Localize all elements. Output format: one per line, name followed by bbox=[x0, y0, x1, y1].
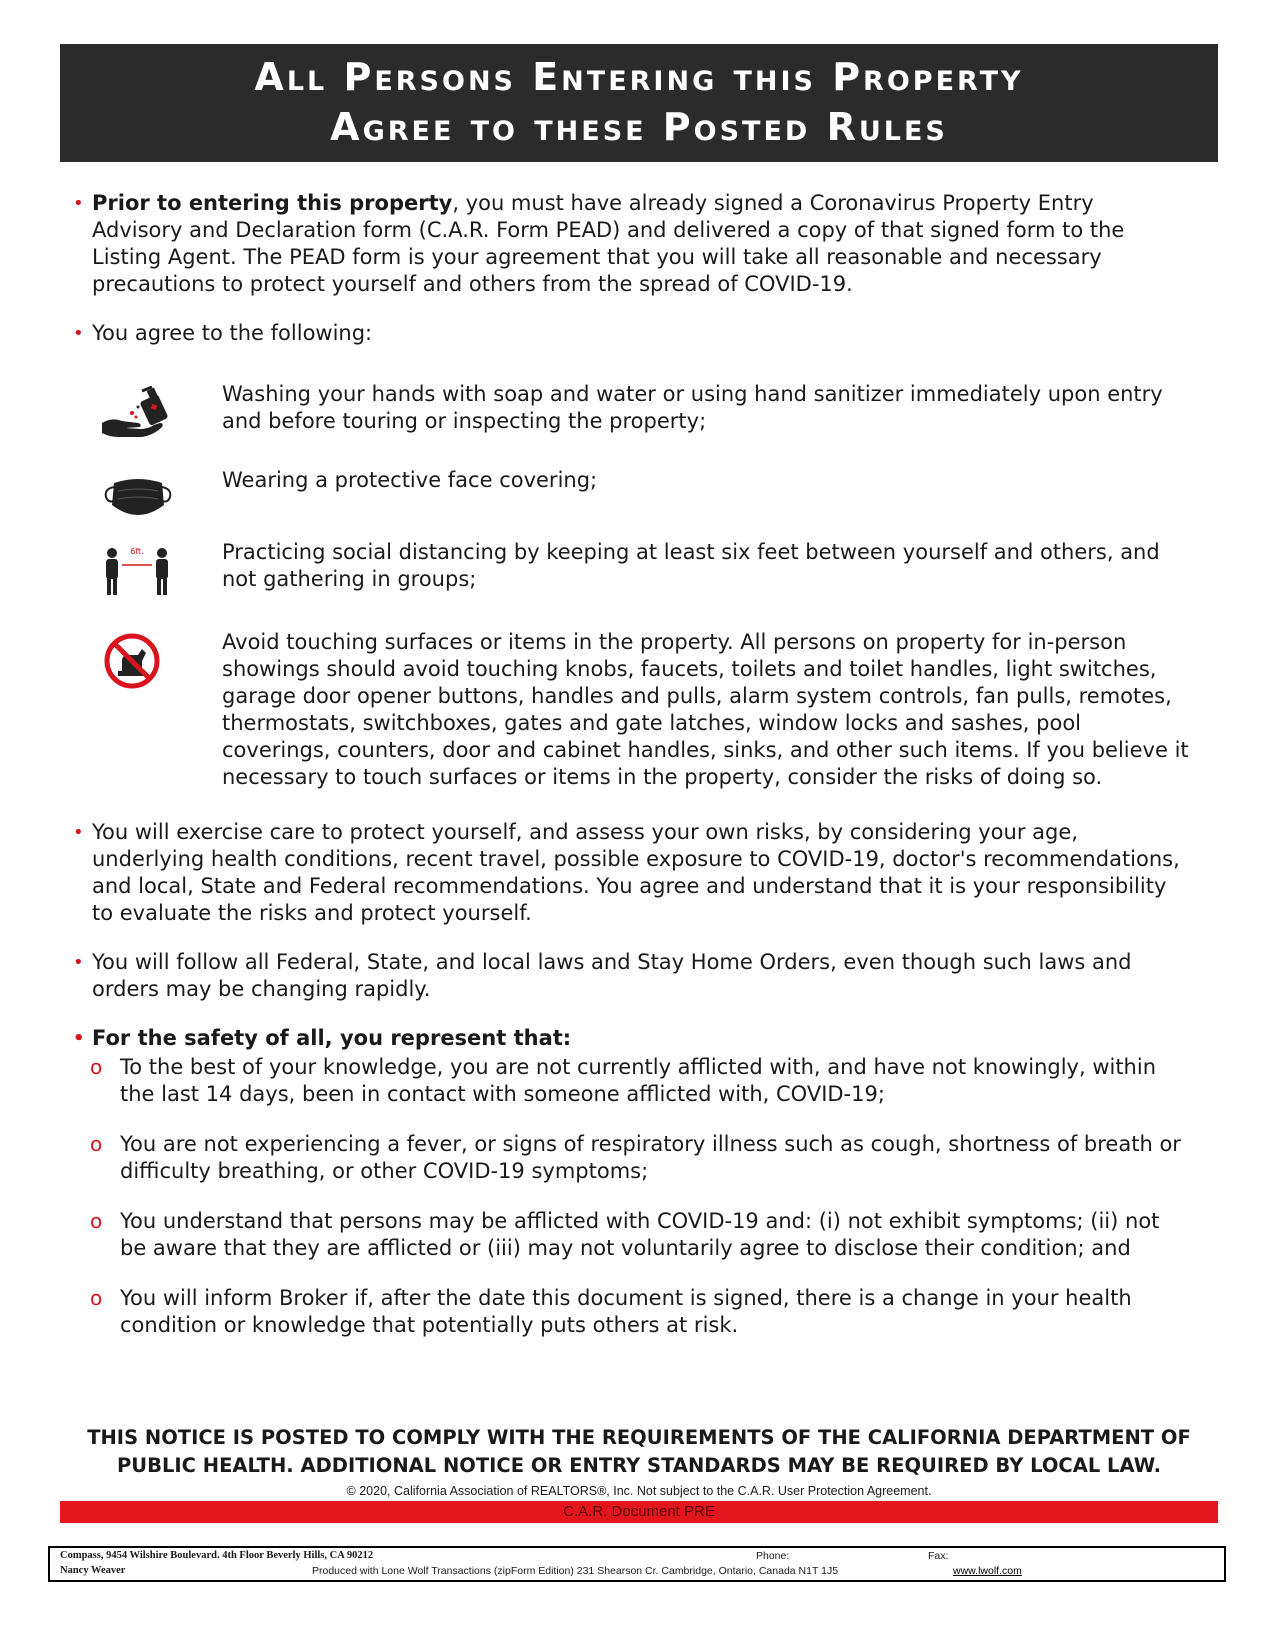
bullet-safety-represent bbox=[70, 1025, 1190, 1052]
copyright-line: © 2020, California Association of REALTORS®, Inc. Not subject to the C.A.R. User Protection Agreement. bbox=[346, 1484, 932, 1498]
footer-company: Compass, 9454 Wilshire Boulevard. 4th Floor Beverly Hills, CA 90212 bbox=[60, 1550, 374, 1561]
subitem-asymptomatic-text: You understand that persons may be afflicted with COVID-19 and: (i) not exhibit symptoms; (ii) not be aware that they are afflicted or (iii) may not voluntarily agree to disclose their condition; and bbox=[120, 1209, 1160, 1260]
bullet-exercise-care-text: You will exercise care to protect yourself, and assess your own risks, by considering your age, underlying health conditions, recent travel, possible exposure to COVID-19, doctor's recommendations, and local, State and Federal recommendations. You agree and understand that it is your responsibility to evaluate the risks and protect yourself. bbox=[92, 820, 1180, 925]
document-label-bar bbox=[60, 1501, 1218, 1523]
rules-content bbox=[70, 190, 1190, 1362]
rule-social-distancing-text: Practicing social distancing by keeping at least six feet between yourself and others, and not gathering in groups; bbox=[222, 540, 1160, 591]
rule-wash-hands-text: Washing your hands with soap and water or using hand sanitizer immediately upon entry and before touring or inspecting the property; bbox=[222, 382, 1163, 433]
subitem-no-symptoms bbox=[70, 1131, 1190, 1185]
hand-sanitizer-icon bbox=[98, 383, 178, 443]
footer-phone: Phone: bbox=[756, 1550, 790, 1562]
bullet-agree-following bbox=[70, 320, 1190, 347]
bullet-exercise-care bbox=[70, 819, 1190, 927]
legal-notice-line-2: PUBLIC HEALTH. ADDITIONAL NOTICE OR ENTRY STANDARDS MAY BE REQUIRED BY LOCAL LAW. bbox=[116, 1454, 1162, 1477]
subitem-no-symptoms-text: You are not experiencing a fever, or signs of respiratory illness such as cough, shortness of breath or difficulty breathing, or other COVID-19 symptoms; bbox=[120, 1132, 1181, 1183]
bullet-dot: • bbox=[73, 193, 84, 214]
six-feet-label: 6ft. bbox=[130, 547, 144, 556]
footer-agent-name: Nancy Weaver bbox=[60, 1565, 126, 1576]
bullet-safety-represent-text: For the safety of all, you represent that: bbox=[92, 1026, 572, 1050]
subitem-asymptomatic bbox=[70, 1208, 1190, 1262]
footer-fax: Fax: bbox=[928, 1550, 949, 1562]
sub-bullet-circle: o bbox=[90, 1132, 103, 1156]
rule-face-covering-text: Wearing a protective face covering; bbox=[222, 468, 598, 492]
legal-notice-line-1: THIS NOTICE IS POSTED TO COMPLY WITH THE REQUIREMENTS OF THE CALIFORNIA DEPARTMENT OF bbox=[87, 1426, 1191, 1449]
rule-wash-hands bbox=[70, 381, 1190, 447]
footer-box bbox=[48, 1546, 1226, 1582]
subitem-not-afflicted bbox=[70, 1054, 1190, 1108]
bullet-prior-entry bbox=[70, 190, 1190, 298]
sub-bullet-circle: o bbox=[90, 1209, 103, 1233]
face-mask-icon bbox=[98, 469, 178, 529]
rule-avoid-touching bbox=[70, 629, 1190, 799]
footer-website-link[interactable]: www.lwolf.com bbox=[953, 1565, 1022, 1577]
footer-produced-with: Produced with Lone Wolf Transactions (zipForm Edition) 231 Shearson Cr. Cambridge, Ontario, Canada N1T 1J5 bbox=[312, 1565, 839, 1577]
bullet-follow-laws bbox=[70, 949, 1190, 1003]
subitem-not-afflicted-text: To the best of your knowledge, you are not currently afflicted with, and have not knowingly, within the last 14 days, been in contact with someone afflicted with, COVID-19; bbox=[120, 1055, 1157, 1106]
bullet-dot: • bbox=[73, 1028, 85, 1049]
bullet-follow-laws-text: You will follow all Federal, State, and local laws and Stay Home Orders, even though such laws and orders may be changing rapidly. bbox=[92, 950, 1132, 1001]
banner-title-line-1: All Persons Entering this Property bbox=[254, 55, 1024, 99]
title-banner bbox=[60, 44, 1218, 162]
sub-bullet-circle: o bbox=[90, 1286, 103, 1310]
subitem-inform-broker-text: You will inform Broker if, after the date this document is signed, there is a change in your health condition or knowledge that potentially puts others at risk. bbox=[120, 1286, 1132, 1337]
document-label: C.A.R. Document PRE bbox=[563, 1503, 715, 1520]
rule-face-covering bbox=[70, 467, 1190, 507]
rule-avoid-touching-text: Avoid touching surfaces or items in the property. All persons on property for in-person showings should avoid touching knobs, faucets, toilets and toilet handles, light switches, garage door opener buttons, handles and pulls, alarm system controls, fan pulls, remotes, thermostats, switchboxes, gates and gate latches, window locks and sashes, pool coverings, counters, door and cabinet handles, sinks, and other such items. If you believe it necessary to touch surfaces or items in the property, consider the risks of doing so. bbox=[222, 630, 1189, 789]
no-touching-icon bbox=[98, 631, 178, 691]
sub-bullet-circle: o bbox=[90, 1055, 103, 1079]
social-distance-icon bbox=[98, 541, 178, 601]
subitem-inform-broker bbox=[70, 1285, 1190, 1339]
bullet-dot: • bbox=[73, 323, 84, 344]
rule-social-distancing bbox=[70, 539, 1190, 601]
legal-notice bbox=[60, 1424, 1218, 1480]
bullet-dot: • bbox=[73, 952, 84, 973]
banner-title-line-2: Agree to these Posted Rules bbox=[330, 105, 948, 149]
bullet-agree-following-text: You agree to the following: bbox=[92, 321, 373, 345]
bullet-prior-entry-bold: Prior to entering this property bbox=[92, 191, 453, 215]
bullet-dot: • bbox=[73, 822, 84, 843]
bullet-prior-entry-text: , you must have already signed a Coronavirus Property Entry Advisory and Declaration form (C.A.R. Form PEAD) and delivered a copy of that signed form to the Listing Agent. The PEAD form is your agreement that you will take all reasonable and necessary precautions to protect yourself and others from the spread of COVID-19. bbox=[92, 191, 1125, 296]
